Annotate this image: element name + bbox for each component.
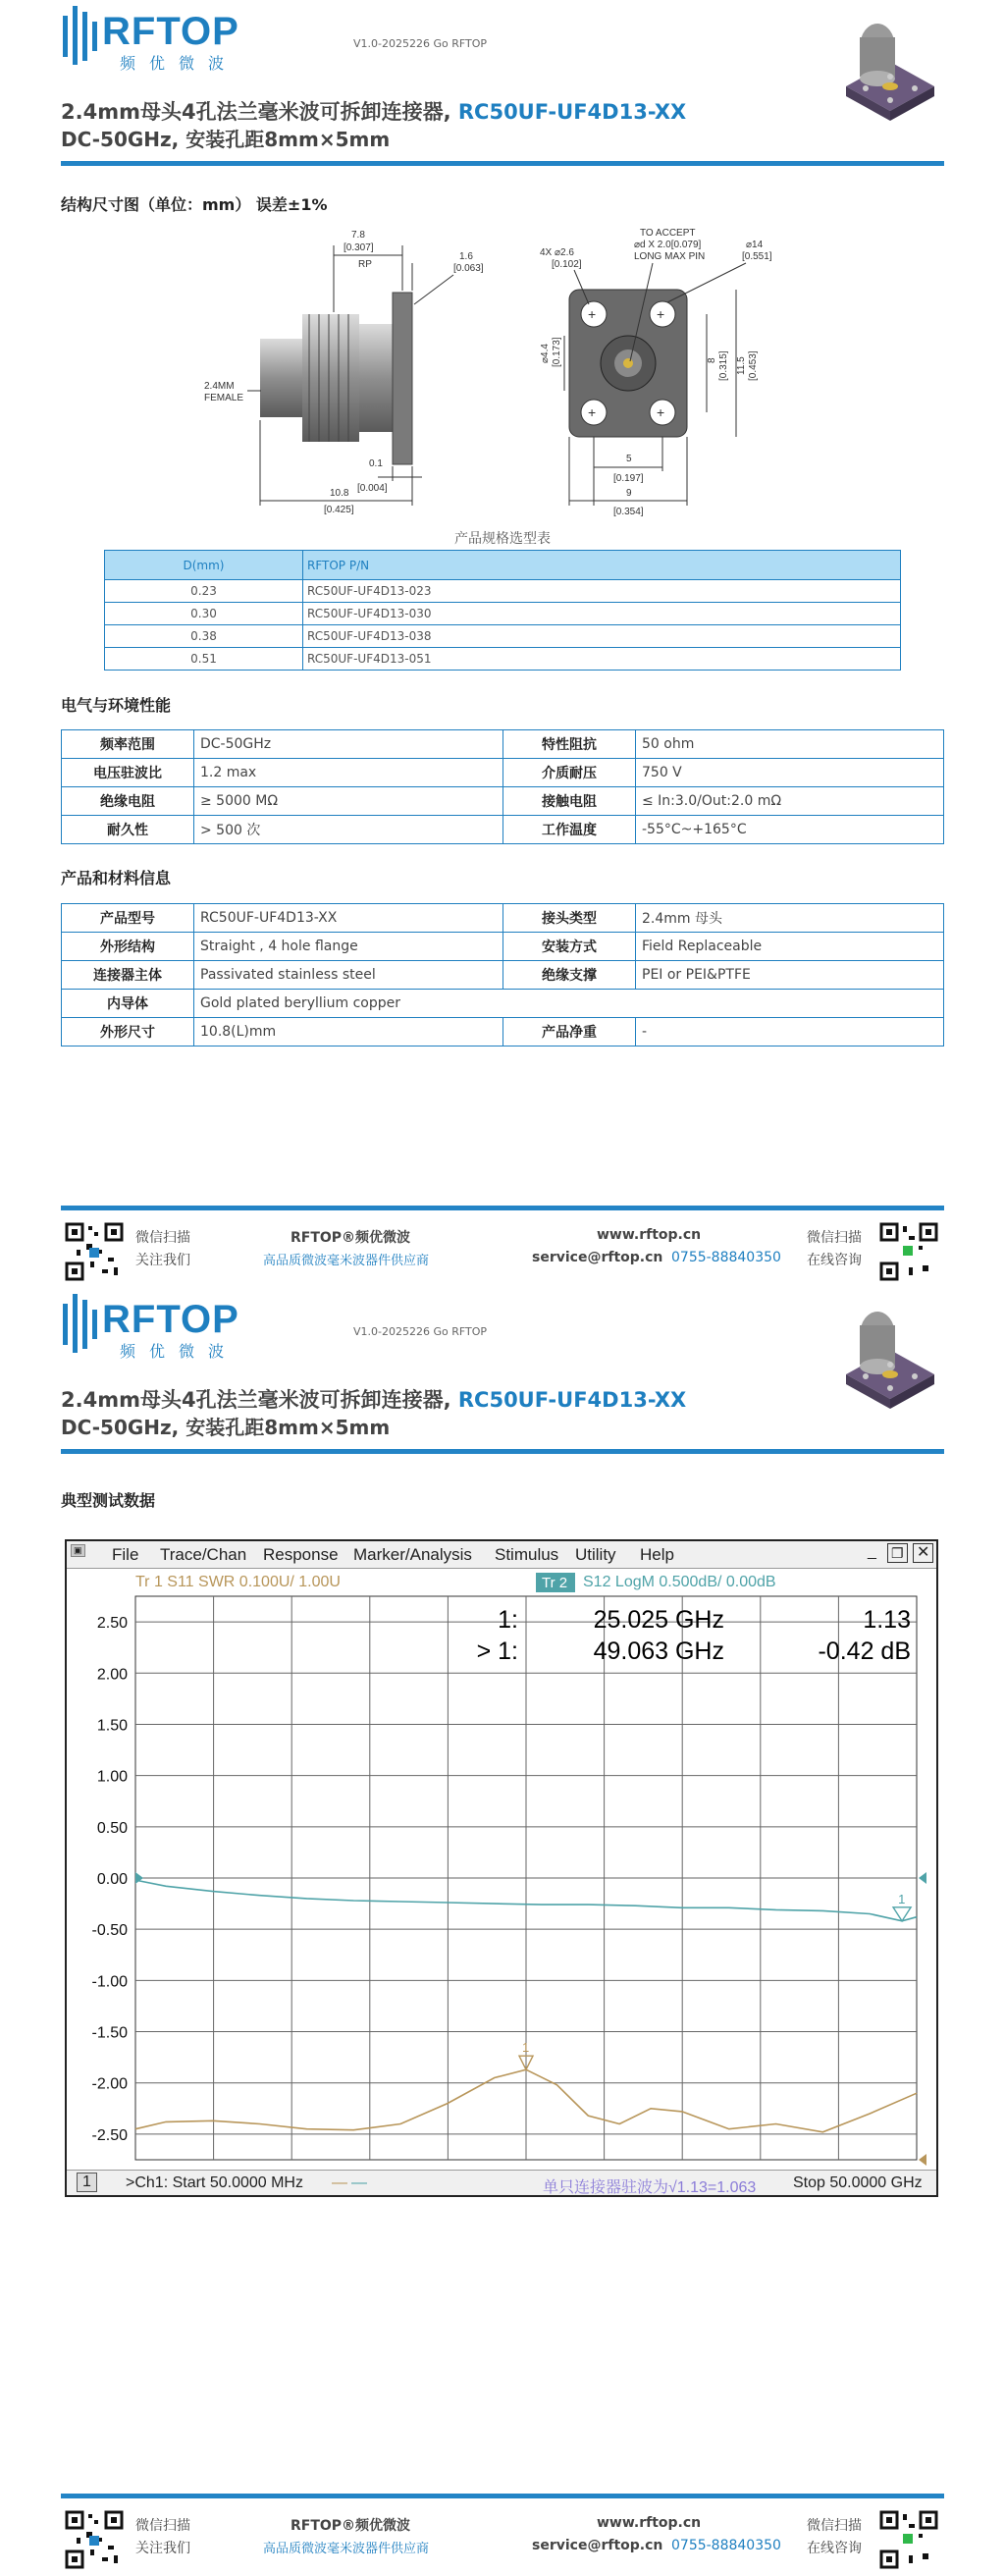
dim-accept-3: LONG MAX PIN <box>634 251 706 262</box>
logo-word: RFTOP <box>102 1298 239 1341</box>
trace-2-label: S12 LogM 0.500dB/ 0.00dB <box>583 1574 776 1590</box>
menu-file[interactable]: File <box>112 1545 139 1564</box>
spec-value: 50 ohm <box>636 730 944 759</box>
spec-value: 2.4mm 母头 <box>636 904 944 933</box>
pn-cell-pn: RC50UF-UF4D13-030 <box>303 603 901 625</box>
connector-photo-icon <box>836 18 944 126</box>
spec-label: 外形尺寸 <box>62 1018 194 1046</box>
marker-2-freq: 49.063 GHz <box>593 1637 724 1665</box>
vna-status-bar <box>67 2170 936 2195</box>
menu-stimulus[interactable]: Stimulus <box>495 1545 559 1564</box>
marker-1-tag: 1 <box>522 2040 530 2056</box>
dimension-drawing <box>196 226 844 520</box>
table-row <box>105 580 901 603</box>
pn-cell-pn: RC50UF-UF4D13-038 <box>303 625 901 648</box>
marker-2-value: -0.42 dB <box>818 1637 911 1665</box>
spec-value: 1.2 max <box>194 759 503 787</box>
spec-value: Field Replaceable <box>636 933 944 961</box>
side-flange <box>393 293 412 464</box>
vna-menu-bar <box>67 1541 936 1569</box>
footer-slogan: 高品质微波毫米波器件供应商 <box>263 2542 430 2556</box>
spec-label: 产品净重 <box>503 1018 636 1046</box>
dim-1-6: 1.6 <box>459 251 473 262</box>
header-divider <box>61 161 944 166</box>
pn-table-caption: 产品规格选型表 <box>454 531 551 547</box>
ref-arrow-right <box>919 1872 926 1884</box>
table-row <box>105 648 901 671</box>
footer-divider <box>61 2494 944 2498</box>
product-subtitle: DC-50GHz, 安装孔距8mm×5mm <box>61 1416 391 1439</box>
version-label: V1.0-2025226 Go RFTOP <box>353 37 488 50</box>
dim-accept-2: ⌀d X 2.0[0.079] <box>634 240 702 250</box>
spec-value: PEI or PEI&PTFE <box>636 961 944 990</box>
product-subtitle: DC-50GHz, 安装孔距8mm×5mm <box>61 128 391 151</box>
table-row <box>62 816 944 844</box>
logo-cn: 频优微波 <box>120 54 238 73</box>
dim-female-2: FEMALE <box>204 393 244 403</box>
pn-cell-pn: RC50UF-UF4D13-023 <box>303 580 901 603</box>
qr-code-icon <box>65 2510 124 2569</box>
status-start: >Ch1: Start 50.0000 MHz <box>126 2174 303 2191</box>
pn-header-d: D(mm) <box>105 551 303 580</box>
pn-cell-d: 0.23 <box>105 580 303 603</box>
footer-phone: 0755-88840350 <box>671 2538 781 2553</box>
spec-value: 10.8(L)mm <box>194 1018 503 1046</box>
section-electrical: 电气与环境性能 <box>61 696 172 715</box>
table-row <box>105 603 901 625</box>
logo-signal-icon <box>61 6 100 65</box>
pn-header-pn: RFTOP P/N <box>303 551 901 580</box>
dim-7-8-in: [0.307] <box>344 242 374 253</box>
y-tick-label: -2.00 <box>91 2075 128 2093</box>
pn-table <box>104 550 901 671</box>
footer-brand: RFTOP®频优微波 <box>291 1230 411 1246</box>
spec-label: 绝缘电阻 <box>62 787 194 816</box>
spec-label: 内导体 <box>62 990 194 1018</box>
status-note: 单只连接器驻波为√1.13=1.063 <box>543 2179 757 2196</box>
svg-text:+: + <box>657 306 665 322</box>
svg-text:+: + <box>588 404 597 420</box>
pn-cell-d: 0.30 <box>105 603 303 625</box>
menu-utility[interactable]: Utility <box>575 1545 616 1564</box>
logo-signal-icon <box>61 1294 100 1353</box>
spec-value: 750 V <box>636 759 944 787</box>
menu-trace-chan[interactable]: Trace/Chan <box>160 1545 247 1564</box>
marker-1-label: 1: <box>498 1606 518 1634</box>
menu-marker-analysis[interactable]: Marker/Analysis <box>353 1545 472 1564</box>
footer-follow: 关注我们 <box>135 2541 190 2556</box>
dim-8-in: [0.315] <box>718 350 729 381</box>
spec-value: ≥ 5000 MΩ <box>194 787 503 816</box>
dim-0-1: 0.1 <box>369 458 383 469</box>
footer-consult: 在线咨询 <box>807 2541 862 2556</box>
electrical-table <box>61 729 944 844</box>
footer-divider <box>61 1206 944 1210</box>
y-tick-label: 1.50 <box>96 1717 128 1735</box>
spec-label: 安装方式 <box>503 933 636 961</box>
side-thread <box>302 314 359 442</box>
spec-label: 频率范围 <box>62 730 194 759</box>
product-title <box>61 96 686 126</box>
table-row <box>62 904 944 933</box>
pn-cell-pn: RC50UF-UF4D13-051 <box>303 648 901 671</box>
dim-11-5-in: [0.453] <box>748 350 759 381</box>
title-prefix: 2.4mm母头4孔法兰毫米波可拆卸连接器, <box>61 100 458 124</box>
pn-cell-d: 0.51 <box>105 648 303 671</box>
status-s12-swatch: — <box>351 2174 367 2191</box>
footer-consult: 在线咨询 <box>807 1253 862 1268</box>
header-divider <box>61 1449 944 1454</box>
section-materials: 产品和材料信息 <box>61 869 172 887</box>
spec-label: 外形结构 <box>62 933 194 961</box>
spec-value: Passivated stainless steel <box>194 961 503 990</box>
logo-cn: 频优微波 <box>120 1342 238 1361</box>
qr-code-consult-icon <box>879 2510 938 2569</box>
footer-wechat-scan-right: 微信扫描 <box>807 2518 862 2534</box>
spec-value: -55°C~+165°C <box>636 816 944 844</box>
y-tick-label: 2.50 <box>96 1615 128 1633</box>
y-tick-label: 0.50 <box>96 1819 128 1837</box>
table-row <box>62 990 944 1018</box>
spec-value: Straight , 4 hole flange <box>194 933 503 961</box>
footer-wechat-scan: 微信扫描 <box>135 2518 190 2534</box>
rftop-logo <box>61 2 267 71</box>
vna-screen <box>65 1539 938 2197</box>
menu-response[interactable]: Response <box>263 1545 339 1564</box>
rftop-logo <box>61 1290 267 1359</box>
footer-wechat-scan: 微信扫描 <box>135 1230 190 1246</box>
table-row <box>62 787 944 816</box>
footer-website[interactable]: www.rftop.cn <box>597 2515 702 2531</box>
table-row <box>62 933 944 961</box>
dim-5-in: [0.197] <box>613 473 644 484</box>
dim-9-in: [0.354] <box>613 507 644 517</box>
table-row <box>105 625 901 648</box>
dim-7-8: 7.8 <box>351 230 365 241</box>
qr-code-icon <box>65 1222 124 1281</box>
footer-phone: 0755-88840350 <box>671 1250 781 1265</box>
section-dimensions: 结构尺寸图（单位：mm） 误差±1% <box>61 195 328 214</box>
footer-wechat-scan-right: 微信扫描 <box>807 1230 862 1246</box>
marker-1-value: 1.13 <box>863 1606 911 1634</box>
footer-email[interactable]: service@rftop.cn <box>532 1250 663 1265</box>
spec-value: Gold plated beryllium copper <box>194 990 944 1018</box>
footer-follow: 关注我们 <box>135 1253 190 1268</box>
svg-text:+: + <box>657 404 665 420</box>
footer-website[interactable]: www.rftop.cn <box>597 1227 702 1243</box>
dim-9: 9 <box>626 488 632 499</box>
dim-11-5: 11.5 <box>736 356 747 375</box>
footer-slogan: 高品质微波毫米波器件供应商 <box>263 1254 430 1268</box>
table-row <box>62 961 944 990</box>
dim-8: 8 <box>707 357 717 363</box>
title-part-number: RC50UF-UF4D13-XX <box>457 100 687 124</box>
y-tick-label: 0.00 <box>96 1871 128 1888</box>
dim-4-4: ⌀4.4 <box>540 344 551 363</box>
app-icon: ▣ <box>71 1544 85 1557</box>
marker-1-freq: 25.025 GHz <box>593 1606 724 1634</box>
y-tick-label: -1.50 <box>91 2024 128 2042</box>
dim-1-6-in: [0.063] <box>453 263 484 274</box>
title-prefix: 2.4mm母头4孔法兰毫米波可拆卸连接器, <box>61 1388 458 1412</box>
spec-label: 接头类型 <box>503 904 636 933</box>
ref-arrow-s11 <box>919 2154 926 2166</box>
vna-plot <box>67 1569 936 2170</box>
y-tick-label: -0.50 <box>91 1922 128 1940</box>
dim-14-in: [0.551] <box>742 251 772 262</box>
menu-help[interactable]: Help <box>640 1545 674 1564</box>
footer-brand: RFTOP®频优微波 <box>291 2518 411 2534</box>
spec-label: 连接器主体 <box>62 961 194 990</box>
svg-text:+: + <box>588 306 597 322</box>
spec-label: 绝缘支撑 <box>503 961 636 990</box>
status-s11-swatch: — <box>332 2174 347 2191</box>
dim-female-1: 2.4MM <box>204 381 235 392</box>
restore-icon[interactable]: ❐ <box>887 1543 908 1563</box>
title-part-number: RC50UF-UF4D13-XX <box>457 1388 687 1412</box>
table-row <box>62 759 944 787</box>
section-test-data: 典型测试数据 <box>61 1491 156 1510</box>
side-body <box>260 339 309 417</box>
dim-0-1-in: [0.004] <box>357 483 388 494</box>
materials-table <box>61 903 944 1046</box>
minimize-icon[interactable]: _ <box>868 1543 876 1560</box>
spec-label: 工作温度 <box>503 816 636 844</box>
spec-label: 介质耐压 <box>503 759 636 787</box>
close-icon[interactable]: ✕ <box>913 1543 933 1563</box>
table-row <box>62 1018 944 1046</box>
status-stop: Stop 50.0000 GHz <box>793 2174 923 2191</box>
spec-label: 产品型号 <box>62 904 194 933</box>
y-tick-label: -1.00 <box>91 1973 128 1991</box>
trace-1-label: Tr 1 S11 SWR 0.100U/ 1.00U <box>135 1574 341 1590</box>
spec-label: 耐久性 <box>62 816 194 844</box>
spec-value: > 500 次 <box>194 816 503 844</box>
marker-2-tag: 1 <box>898 1891 906 1906</box>
pn-cell-d: 0.38 <box>105 625 303 648</box>
spec-value: ≤ In:3.0/Out:2.0 mΩ <box>636 787 944 816</box>
y-tick-label: -2.50 <box>91 2126 128 2144</box>
y-tick-label: 2.00 <box>96 1666 128 1684</box>
spec-label: 接触电阻 <box>503 787 636 816</box>
spec-value: RC50UF-UF4D13-XX <box>194 904 503 933</box>
marker-2-label: > 1: <box>476 1637 518 1665</box>
dim-hole: 4X ⌀2.6 <box>540 247 574 258</box>
logo-word: RFTOP <box>102 10 239 53</box>
spec-label: 电压驻波比 <box>62 759 194 787</box>
dim-accept-1: TO ACCEPT <box>640 228 696 239</box>
dim-rp: RP <box>358 259 372 270</box>
dim-5: 5 <box>626 454 632 464</box>
connector-photo-icon <box>836 1306 944 1414</box>
qr-code-consult-icon <box>879 1222 938 1281</box>
spec-value: DC-50GHz <box>194 730 503 759</box>
trace-2-box-label: Tr 2 <box>542 1575 568 1591</box>
pn-table-header <box>105 551 901 580</box>
dim-10-8: 10.8 <box>330 488 349 499</box>
y-tick-label: 1.00 <box>96 1768 128 1786</box>
table-row <box>62 730 944 759</box>
dim-10-8-in: [0.425] <box>324 505 354 515</box>
version-label: V1.0-2025226 Go RFTOP <box>353 1325 488 1338</box>
status-channel[interactable]: 1 <box>77 2173 97 2192</box>
dim-4-4-in: [0.173] <box>552 337 562 367</box>
spec-value: - <box>636 1018 944 1046</box>
footer-email[interactable]: service@rftop.cn <box>532 2538 663 2553</box>
dim-hole-in: [0.102] <box>552 259 582 270</box>
spec-label: 特性阻抗 <box>503 730 636 759</box>
product-title <box>61 1384 686 1414</box>
dim-14: ⌀14 <box>746 240 764 250</box>
